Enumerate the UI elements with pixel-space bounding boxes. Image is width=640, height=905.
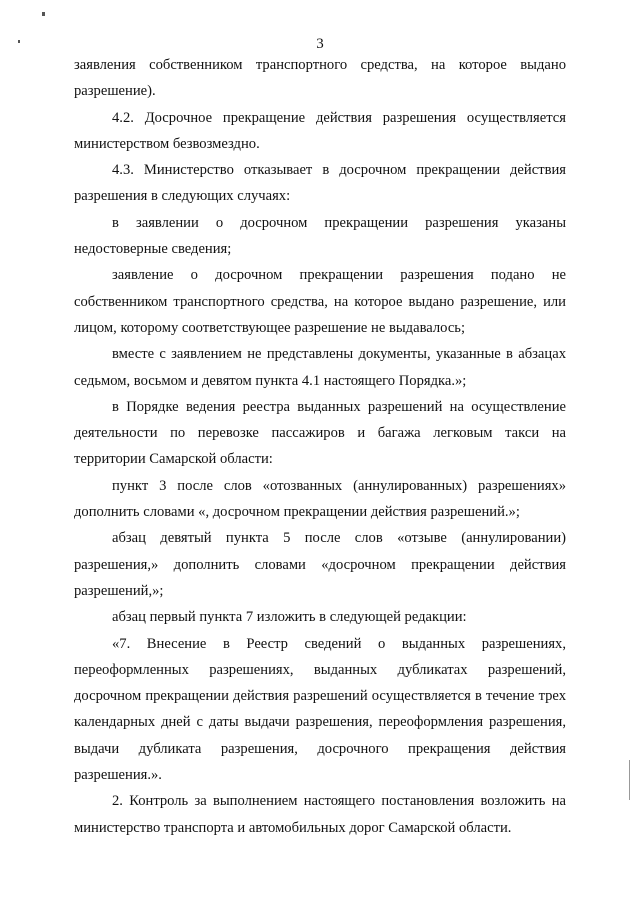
paragraph: в Порядке ведения реестра выданных разрешений на осуществление деятельности по перевозке пассажиров и багажа легковым такси на территории Самарской области: <box>74 398 566 468</box>
paragraph: абзац первый пункта 7 изложить в следующей редакции: <box>112 609 467 626</box>
paragraph: 4.2. Досрочное прекращение действия разрешения осуществляется министерством безвозмездно. <box>74 109 566 152</box>
paragraph: 2. Контроль за выполнением настоящего постановления возложить на министерство транспорта и автомобильных дорог Самарской области. <box>74 793 566 836</box>
paragraph: заявления собственником транспортного средства, на которое выдано разрешение). <box>74 57 566 100</box>
paragraph: заявление о досрочном прекращении разрешения подано не собственником транспортного средства, на которое выдано разрешение, или лицом, которому соответствующее разрешение не выдавалось; <box>74 267 566 336</box>
paragraph: в заявлении о досрочном прекращении разрешения указаны недостоверные сведения; <box>74 214 566 258</box>
scan-mark <box>42 12 45 16</box>
paragraph: пункт 3 после слов «отозванных (аннулированных) разрешениях» дополнить словами «, досрочном прекращении действия разрешений.»; <box>74 477 566 521</box>
paragraph: вместе с заявлением не представлены документы, указанные в абзацах седьмом, восьмом и девятом пункта 4.1 настоящего Порядка.»; <box>74 346 566 389</box>
paragraph: абзац девятый пункта 5 после слов «отзыве (аннулировании) разрешения,» дополнить словами «досрочном прекращении действия разрешений,»; <box>74 530 566 599</box>
scan-edge-mark <box>629 760 630 800</box>
document-body <box>74 52 566 841</box>
paragraph: 4.3. Министерство отказывает в досрочном прекращении действия разрешения в следующих случаях: <box>74 162 566 205</box>
paragraph: «7. Внесение в Реестр сведений о выданных разрешениях, переоформленных разрешениях, выданных дубликатах разрешений, досрочном прекращении действия разрешений осуществляется в течение трех календарных дней с даты выдачи разрешения, переоформления разрешения, выдачи дубликата разрешения, досрочного прекращения действия разрешения.». <box>74 635 566 784</box>
page-number: 3 <box>316 36 324 52</box>
